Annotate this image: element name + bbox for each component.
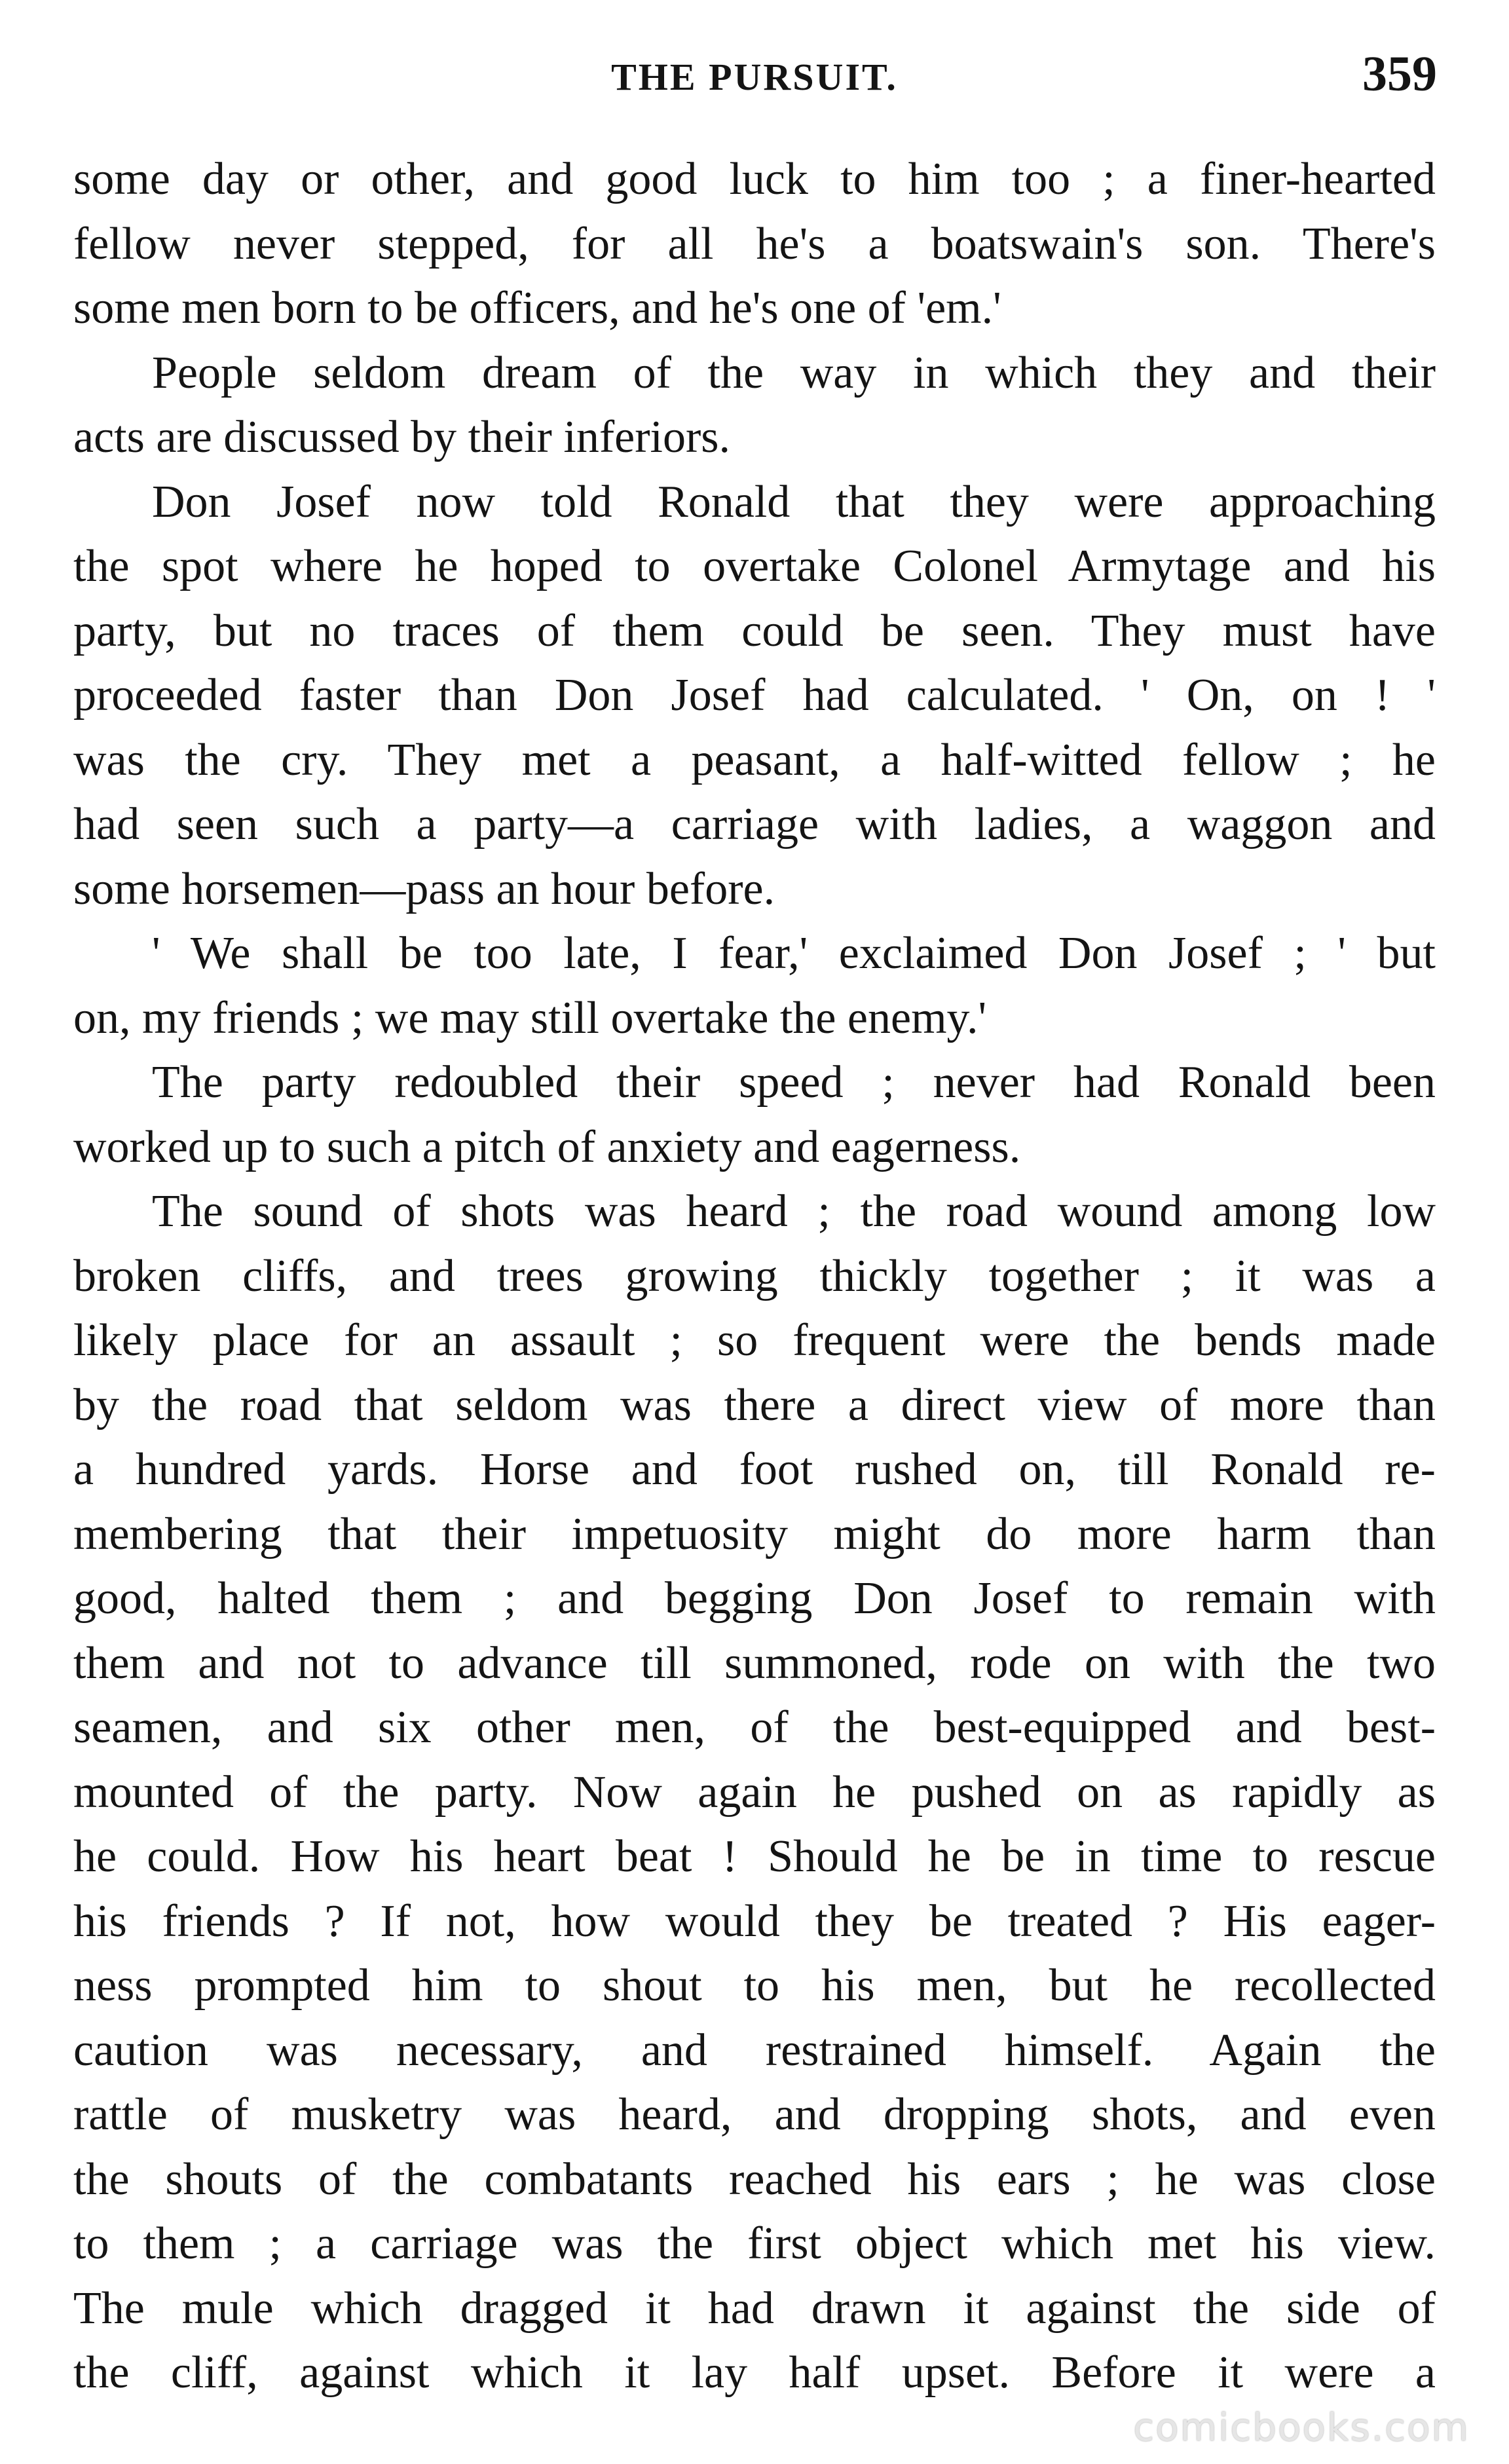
text-line: The mule which dragged it had drawn it against the side of — [73, 2283, 1436, 2334]
text-line: The sound of shots was heard ; the road wound among low — [152, 1186, 1436, 1237]
text-line: party, but no traces of them could be seen. They must have — [73, 605, 1436, 656]
text-line: proceeded faster than Don Josef had calculated. ' On, on ! ' — [73, 670, 1436, 720]
text-line: he could. How his heart beat ! Should he be in time to rescue — [73, 1831, 1436, 1882]
text-line: his friends ? If not, how would they be treated ? His eager- — [73, 1895, 1436, 1947]
text-line: ness prompted him to shout to his men, but he recollected — [73, 1960, 1436, 2011]
text-line: mounted of the party. Now again he pushed on as rapidly as — [73, 1766, 1436, 1818]
text-line: Don Josef now told Ronald that they were approaching — [152, 476, 1436, 527]
text-line: The party redoubled their speed ; never had Ronald been — [152, 1057, 1436, 1108]
text-line: by the road that seldom was there a direct view of more than — [73, 1379, 1436, 1430]
text-line: them and not to advance till summoned, rode on with the two — [73, 1637, 1436, 1689]
text-line: the spot where he hoped to overtake Colonel Armytage and his — [73, 541, 1436, 591]
page-number: 359 — [1362, 47, 1437, 102]
text-line: some men born to be officers, and he's one of 'em.' — [73, 283, 1001, 333]
text-line: People seldom dream of the way in which they and their — [152, 347, 1436, 398]
text-line: acts are discussed by their inferiors. — [73, 412, 731, 462]
text-line: likely place for an assault ; so frequent were the bends made — [73, 1315, 1436, 1366]
text-line: broken cliffs, and trees growing thickly together ; it was a — [73, 1250, 1436, 1301]
text-line: some horsemen—pass an hour before. — [73, 863, 775, 914]
watermark: comicbooks.com — [1133, 2405, 1470, 2450]
text-line: some day or other, and good luck to him too ; a finer-hearted — [73, 154, 1436, 204]
text-line: ' We shall be too late, I fear,' exclaimed Don Josef ; ' but — [152, 928, 1436, 979]
body-text — [73, 147, 1436, 2406]
text-line: good, halted them ; and begging Don Josef to remain with — [73, 1573, 1436, 1624]
text-line: caution was necessary, and restrained himself. Again the — [73, 2025, 1436, 2076]
text-line: rattle of musketry was heard, and dropping shots, and even — [73, 2089, 1436, 2140]
text-line: a hundred yards. Horse and foot rushed on, till Ronald re- — [73, 1444, 1436, 1495]
running-title: THE PURSUIT. — [611, 56, 898, 98]
text-line: membering that their impetuosity might do more harm than — [73, 1508, 1436, 1559]
text-line: had seen such a party—a carriage with ladies, a waggon and — [73, 799, 1436, 849]
text-line: fellow never stepped, for all he's a boatswain's son. There's — [73, 218, 1436, 269]
text-line: worked up to such a pitch of anxiety and eagerness. — [73, 1121, 1021, 1172]
page-header — [72, 46, 1437, 118]
text-line: on, my friends ; we may still overtake the enemy.' — [73, 992, 987, 1043]
text-line: the shouts of the combatants reached his ears ; he was close — [73, 2154, 1436, 2205]
text-line: seamen, and six other men, of the best-equipped and best- — [73, 1702, 1436, 1753]
text-line: to them ; a carriage was the first object which met his view. — [73, 2218, 1436, 2269]
text-line: was the cry. They met a peasant, a half-witted fellow ; he — [73, 734, 1436, 785]
text-line: the cliff, against which it lay half upset. Before it were a — [73, 2347, 1436, 2398]
